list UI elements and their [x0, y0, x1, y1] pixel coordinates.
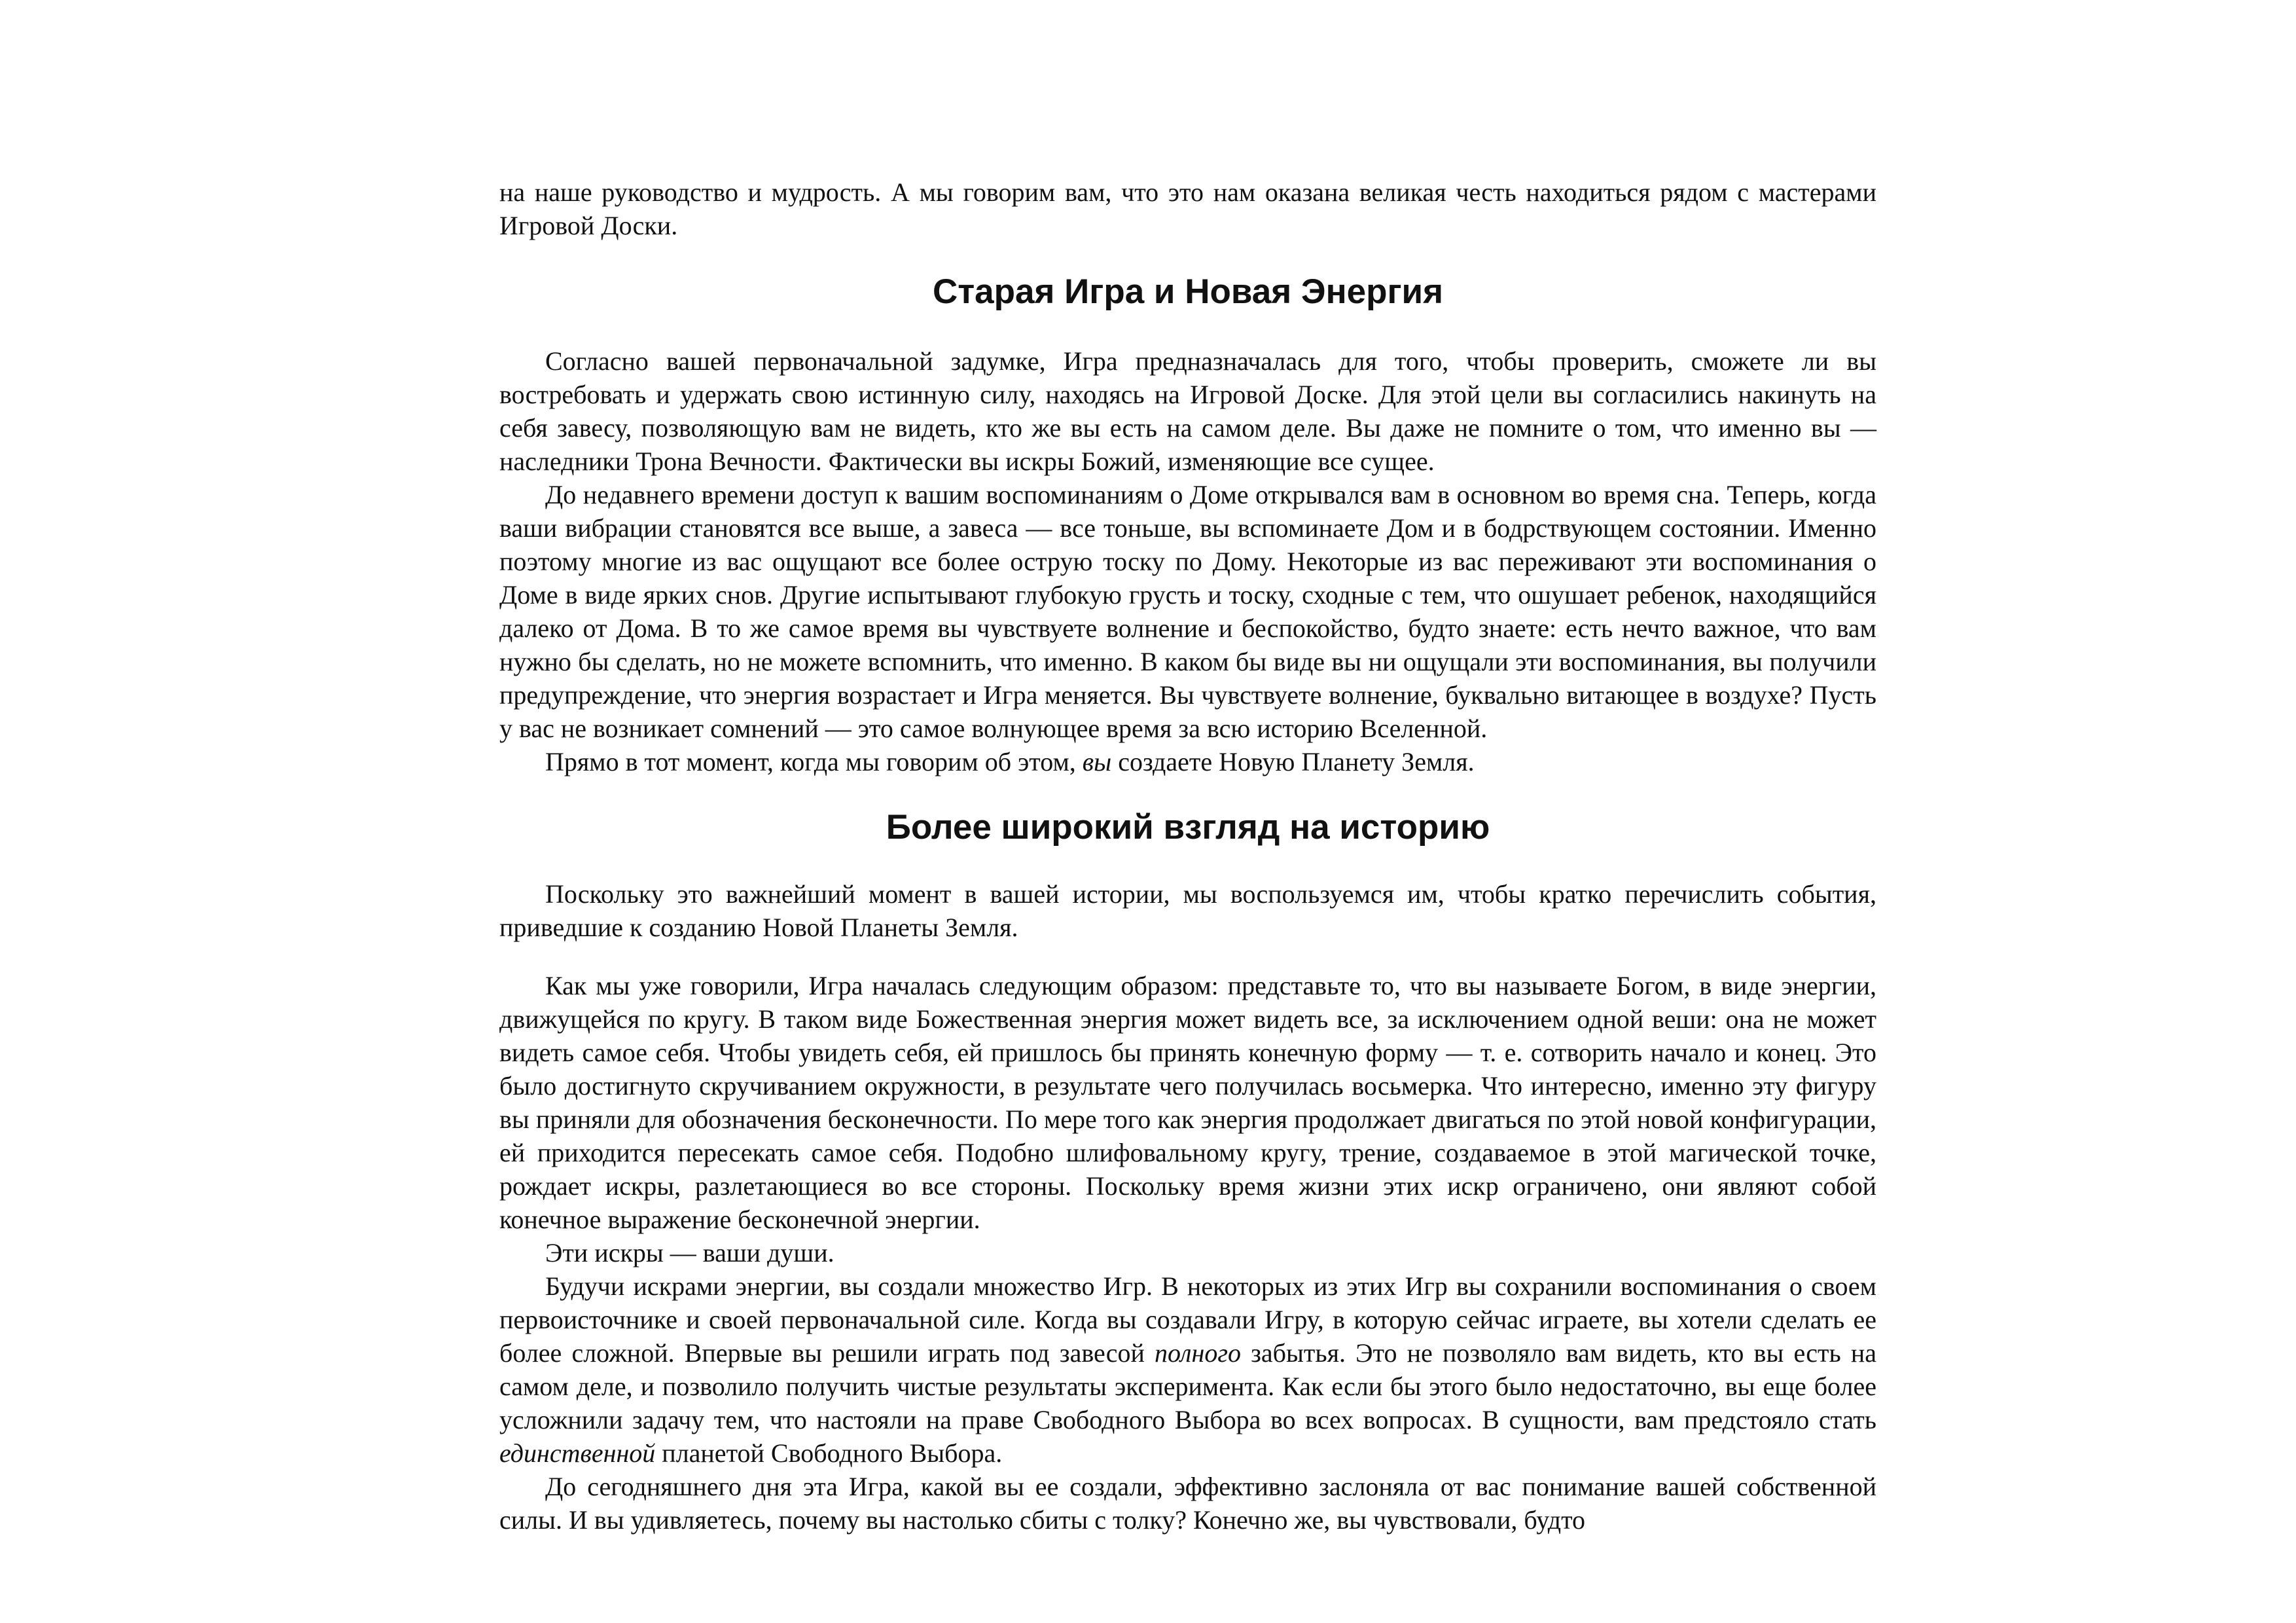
section2-paragraph-1: Поскольку это важнейший момент в вашей истории, мы воспользуемся им, чтобы кратко перечислить события, приведшие к созданию Новой Планеты Земля.: [499, 879, 1876, 942]
italic-text: единственной: [499, 1438, 656, 1468]
section1-paragraph-1: Согласно вашей первоначальной задумке, Игра предназначалась для того, чтобы проверить, сможете ли вы востребовать и удержать свою истинную силу, находясь на Игровой Доске. Для этой цели вы согласились накинуть на себя завесу, позволяющую вам не видеть, кто же вы есть на самом деле. Вы даже не помните о том, что именно вы — наследники Трона Вечности. Фактически вы искры Божий, изменяющие все сущее.: [499, 346, 1876, 476]
text-run: забытья. Это не позволяло вам видеть, кто вы есть на самом деле, и позволило получить чистые результаты эксперимента. Как если бы этого было недостаточно, вы еще более усложнили задачу тем, что настояли на праве Свободного Выбора во всех вопросах. В сущности, вам предстояло стать: [499, 1338, 1876, 1434]
text-run: Будучи искрами энергии, вы создали множество Игр. В некоторых из этих Игр вы сохранили воспоминания о своем первоисточнике и своей первоначальной силе. Когда вы создавали Игру, в которую сейчас играете, вы хотели сделать ее более сложной. Впервые вы решили играть под завесой: [499, 1271, 1876, 1368]
section-heading-old-game: Старая Игра и Новая Энергия: [932, 272, 1444, 311]
section-heading-wider-view: Более широкий взгляд на историю: [886, 808, 1490, 847]
section2-paragraph-2: Как мы уже говорили, Игра началась следующим образом: представьте то, что вы называете Богом, в виде энергии, движущейся по кругу. В таком виде Божественная энергия может видеть все, за исключением одной веши: она не может видеть самое себя. Чтобы увидеть себя, ей пришлось бы принять конечную форму — т. е. сотворить начало и конец. Это было достигнуто скручиванием окружности, в результате чего получилась восьмерка. Что интересно, именно эту фигуру вы приняли для обозначения бесконечности. По мере того как энергия продолжает двигаться по этой новой конфигурации, ей приходится пересекать самое себя. Подобно шлифовальному кругу, трение, создаваемое в этой магической точке, рождает искры, разлетающиеся во все стороны. Поскольку время жизни этих искр ограничено, они являют собой конечное выражение бесконечной энергии.: [499, 971, 1876, 1234]
intro-paragraph: на наше руководство и мудрость. А мы говорим вам, что это нам оказана великая честь находиться рядом с мастерами Игровой Доски.: [499, 177, 1876, 240]
italic-text: полного: [1155, 1338, 1241, 1368]
section1-paragraph-2: До недавнего времени доступ к вашим воспоминаниям о Доме открывался вам в основном во время сна. Теперь, когда ваши вибрации становятся все выше, а завеса — все тоньше, вы вспоминаете Дом и в бодрствующем состоянии. Именно поэтому многие из вас ощущают все более острую тоску по Дому. Некоторые из вас переживают эти воспоминания о Доме в виде ярких снов. Другие испытывают глубокую грусть и тоску, сходные с тем, что ошушает ребенок, находящийся далеко от Дома. В то же самое время вы чувствуете волнение и беспокойство, будто знаете: есть нечто важное, что вам нужно бы сделать, но не можете вспомнить, что именно. В каком бы виде вы ни ощущали эти воспоминания, вы получили предупреждение, что энергия возрастает и Игра меняется. Вы чувствуете волнение, буквально витающее в воздухе? Пусть у вас не возникает сомнений — это самое волнующее время за всю историю Вселенной.: [499, 480, 1876, 743]
section2-paragraph-4: [499, 1269, 1876, 1470]
section2-paragraph-3: Эти искры — ваши души.: [545, 1238, 834, 1267]
section1-paragraph-3: [499, 745, 1876, 778]
document-page: [499, 175, 1876, 1537]
section2-paragraph-5: До сегодняшнего дня эта Игра, какой вы ее создали, эффективно заслоняла от вас понимание вашей собственной силы. И вы удивляетесь, почему вы настолько сбиты с толку? Конечно же, вы чувствовали, будто: [499, 1472, 1876, 1535]
text-run: Прямо в тот момент, когда мы говорим об этом,: [545, 747, 1083, 776]
text-run: планетой Свободного Выбора.: [655, 1438, 1003, 1468]
italic-text: вы: [1082, 747, 1112, 776]
text-run: создаете Новую Планету Земля.: [1111, 747, 1475, 776]
